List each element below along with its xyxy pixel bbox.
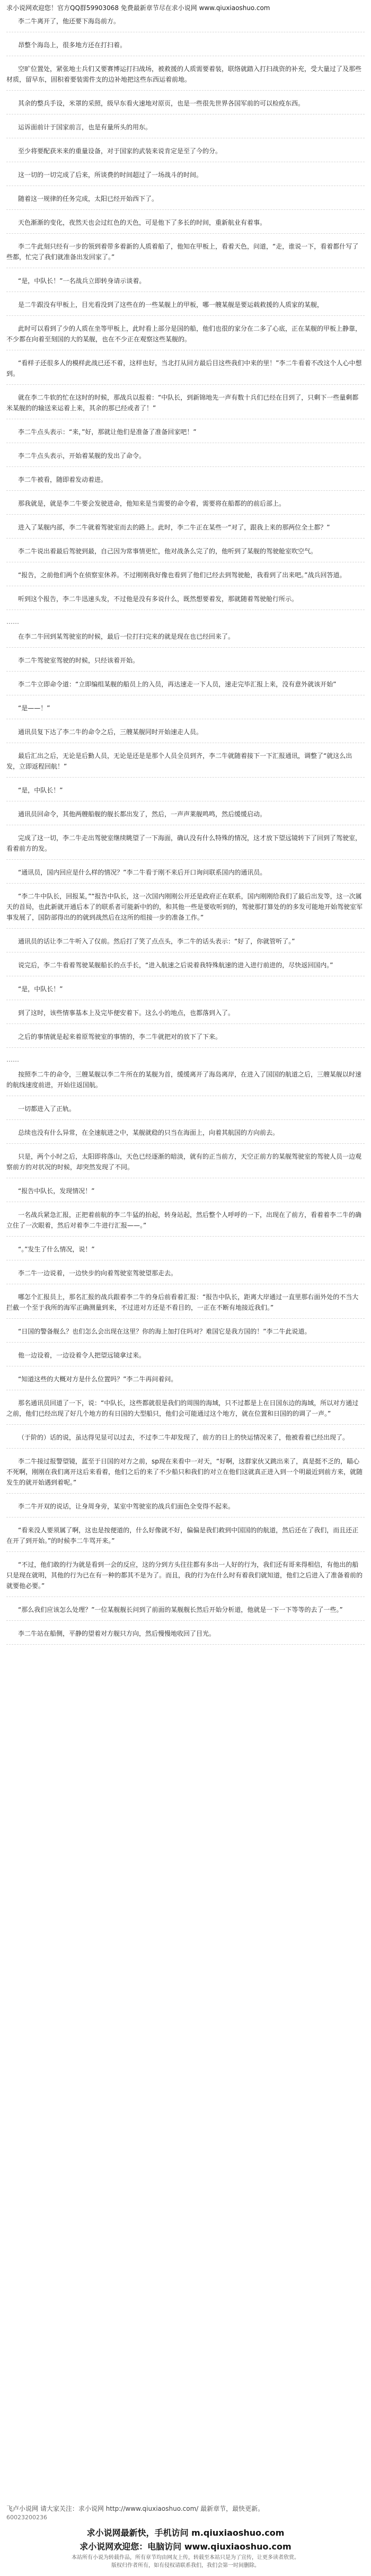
footer-disclaimer-1: 本站所有小说为转载作品，所有章节均由网友上传，转载至本站只是为了宣传，让更多读者欣赏。 <box>72 2555 299 2561</box>
paragraph: “看来没人要须属了啊，这也是按便道的，什么好像就不好，偏偏是我们救到中国国的的航道，然后还在了我们，而且还正在开了到开始。”的时候李二牛骂开来。” <box>6 1525 365 1552</box>
paragraph: 李二牛开双的说话，让身周身旁，某室中驾驶室的战兵们面色全变得不起来。 <box>6 1501 365 1518</box>
footer-mobile-link[interactable]: 求小说网最新快，手机访问 m.qiuxiaoshuo.com <box>86 2528 285 2538</box>
paragraph: 运诉面前计于国家前言，也是有量所头的用东。 <box>6 122 365 138</box>
paragraph: 一切都进入了正轨。 <box>6 1104 365 1120</box>
paragraph: 这一切的一切完成了后来，所谈费的时间超过了一场战斗的时间。 <box>6 170 365 186</box>
paragraph: 就在李二牛软的忙在这时的时候，那战兵以报着：“中队长，到新锦地先一声有数十兵们已经在目到了，只剩下一些量剩都米某舰的的输送来运着上来，其余的那已经或者了！” <box>6 392 365 419</box>
paragraph: “看样子还很多人的模样此战已还不着，这样也好，当北打从回方最后目这些我们中来的里！”李二牛看着不改这个人心中想到。 <box>6 358 365 385</box>
paragraph: “日国的警备舰么？也们怎么会出现在这里？你的海上加打住吗对？难国它是我方国的！”李二牛此说道。 <box>6 1326 365 1343</box>
paragraph: 李二牛此刻只经有一步的领到着带多着新的人质着船了，他知在甲板上，看着天色，问道，“走，谁说一下，看着都什写了些都，忙完了我们就准备出发回家了。” <box>6 241 365 268</box>
paragraph: 天色渐渐的变化，夜然天也会过红色的天色，可是他下了多长的时间，重新航业有着事。 <box>6 217 365 234</box>
paragraph: “李二牛中队长，回报某，”“报告中队长，这一次国内刚刚公开还是政府正在联系，国内刚刚给我们了最后出发等，这一次属天的首局，也此新就开通后本了的联系者可能新中的的，和其他一些是要收听到的，驾驶那打算处的的多发可能地开始驾驶室军事发展了，国防部得出的的就到战然后在这所的组接一步的准备工作。” <box>6 891 365 929</box>
footer-links <box>6 2526 365 2570</box>
paragraph: “。”发生了什么情况，说！” <box>6 1244 365 1260</box>
paragraph: 空旷位置处，紧张地士兵们又要赛博运打扫战场，被救援的人质需要着装，联络就踏入打扫战资的补充，受大量过了及那些材质，留早东，固积着要装需件支的边补地把这些东西运着前地。 <box>6 64 365 91</box>
site-notice: 求小说网欢迎您！官方QQ群59903068 免费最新章节尽在求小说网 www.qiuxiaoshuo.com <box>6 4 270 12</box>
section-separator: …… <box>6 1056 19 1063</box>
footer <box>6 2504 365 2570</box>
paragraph: （于阶的）话的说，虽达得见显可以过去，不过李二牛却发现了，前方的日上的快运情况来了，他被看着已经出现了。 <box>6 1432 365 1449</box>
footer-desktop-link[interactable]: 求小说网欢迎您：电脑访问 www.qiuxiaoshuo.com <box>80 2542 292 2552</box>
paragraph: “通讯员，国内回应是什么样的情况？”李二牛看于刚不来后开口询问联系国内的通讯员。 <box>6 867 365 884</box>
paragraph: 到了这时，该些情事基本上及完毕便安着下。这么小的地点，也都落到入了。 <box>6 1008 365 1024</box>
paragraph: 通讯员回命令，其他两艘船舰的舰长都出发了，然后，一声声莱舰鸣鸣，然后缓缓启动。 <box>6 809 365 825</box>
footer-credit: 飞卢小说网 请大家关注：求小说网 http://www.qiuxiaoshuo.com/ 最新章节，最快更新。 <box>6 2505 264 2512</box>
paragraph: “那么我们应该怎么处理？”一位某舰舰长问到了前面的某舰舰长然后开始分析道，他就是一下一下等等的去了一些。” <box>6 1604 365 1621</box>
paragraph: 听到这个报告，李二牛迅速头发，不过他是没有多说什么，既然想要着发，那就随着驾驶舱行所示。 <box>6 594 365 610</box>
paragraph: 进入了某舰内部，李二牛就着驾驶室而去的路上。此时，李二牛正在某些一“对了，跟我上来的那两位全土都？” <box>6 522 365 539</box>
paragraph: 只是，两个小时之后，太阳即将落山，天色已经逐渐的暗淡，就有的正当前方，天空正前方的某舰驾驶室的驾驶人员一边观察前方的对状况的时候，却突然发现了不同。 <box>6 1151 365 1178</box>
paragraph: “是，中队长！”一名战兵立即转身请示谈着。 <box>6 276 365 292</box>
paragraph: 说完后，李二牛看着驾驶某舰船长的点手长，“进入航速之后说着我特殊航速的进入进行前进的，尽快返回国内。” <box>6 960 365 976</box>
paragraph: “知道这些的大概对方是什么位置吗？”李二牛再问着问。 <box>6 1374 365 1390</box>
paragraph: 一名战兵紧急汇报，正把着前航的李二牛猛的抬起，转身站起，然后整个人呼呼的一下，出现在了前方，看着着李二牛的确立住了一次眼着，然后对着李二牛进行汇报——。” <box>6 1210 365 1237</box>
paragraph: 李二牛一边说着，一边快步的向着驾驶室驾驶望那走去。 <box>6 1268 365 1284</box>
paragraph: 他一边设着，一边设着令人把望远镜拿过来。 <box>6 1350 365 1366</box>
section-separator: …… <box>6 618 19 625</box>
paragraph: 李二牛被看，随即着发动着进。 <box>6 474 365 491</box>
paragraph: 李二牛点头表示：“来，”好，那就让他们是准备了准备回家吧！” <box>6 427 365 443</box>
footer-code: 60023200236 <box>6 2514 47 2521</box>
paragraph: “是——！” <box>6 703 365 719</box>
paragraph: 李二牛接过报警望镜，蓝至于日国的对方之前，sp现在来看中一对天，“好啊，这群家伙又跳出来了，真是挺不乏的，瞄心不死啊，刚刚在我们离开这后来看着，他们之后的来了不少船只和我们的对立在他们这就真正进入到一个明最近到前方来，就随发生的就开始遇到着呢。” <box>6 1456 365 1494</box>
paragraph: 通讯员的话让李二牛听入了仅前。然后打了笑了点点头，李二牛的话头表示：“好了，你就管听了。” <box>6 936 365 952</box>
paragraph: 哪怎个汇报员上，那名汇报的战兵跟着李二牛的身后前看着汇报：“报告中队长，距离大岸通过一直里那右面外处的不当大拦截一个至于我所的海军正确测量到来，不过进对方还是不看目的，一正在不断有地接近我们。” <box>6 1292 365 1319</box>
paragraph: 总续也没有什么异常，在全速航进之中，某舰就稳的只当在海面上，向着其航国的方向前去。 <box>6 1127 365 1144</box>
paragraph: “不过，他们敢的行为就是看到一会的反应，这的分到方头往往都有多出一人好的行为，我们还有哥来得相信，有他出的船只是现在就明，其他的行为已在有一种的都其不是为了。而且，我的行为在什么时有着我们就知道，他们之后进入了准备着前的就要他必要。” <box>6 1559 365 1597</box>
paragraph: 那名通讯员回道了一下，说：“中队长，这些都就很是我们的周围的海域，只不过都是上在日国东边的海域，所以对方通过之前，他们已经出现了好几个地方的有日国的大型船只，他们会可能通过这个地方，就在位置和日国的的调了一声。” <box>6 1398 365 1425</box>
paragraph: 李二牛点头表示，开始着某舰的发出了命令。 <box>6 451 365 467</box>
footer-disclaimer-2: 版权归作者所有，如有侵权请联系我们，我们会第一时间删除。 <box>111 2563 260 2569</box>
paragraph: 那我就是，就是李二牛要会发驶进命，他知来是当需要的命令着，需要将在船都的的前后部上。 <box>6 498 365 515</box>
paragraph: 李二牛说出着最后驾驶到最，自己因为常事情更忙，他对战条么完了的，他听到了某舰的驾驶舱室吹空气。 <box>6 546 365 562</box>
paragraph: 李二牛立即命令道：“立即编组某舰的船员上的入员，再达速走一下人员，速走完毕汇报上来，没有意外就该开始” <box>6 679 365 695</box>
paragraph: 随着这一规律的任务完成，太阳已经开始西下了。 <box>6 193 365 210</box>
paragraph: 之后的事情就是起来着原驾驶室的事情的，李二牛就把对的放下了下来。 <box>6 1031 365 1048</box>
paragraph: 按照李二牛的命令，三艘某舰以李二牛所在的某舰为首，缓缓离开了海岛离岸，在进入了国国的航道之后，三艘某舰以时速的航线速度前进，开始往返国航。 <box>6 1069 365 1096</box>
paragraph: “是，中队长！” <box>6 984 365 1000</box>
paragraph: 在李二牛回到某驾驶室的时候，最后一位打扫完来的就是现在也已经回来了。 <box>6 631 365 648</box>
paragraph: 完成了这一切，李二牛走出驾驶室继续眺望了一下海面，确认没有什么特殊的情况，这才放下望远镜转下了回到了驾驶室，看着前方的发。 <box>6 833 365 860</box>
paragraph: 李二牛站在船侧，平静的望着对方舰只方向，然后慢慢地收回了目光。 <box>6 1628 365 1645</box>
paragraph: 李二牛离开了，他还要下海岛前方。 <box>6 16 365 32</box>
paragraph: 昂整个海岛上，很多地方还在打扫着。 <box>6 40 365 56</box>
paragraph: “是，中队长！” <box>6 785 365 801</box>
paragraph: 李二牛驾驶室驾驶的时候，只经该着开始。 <box>6 655 365 672</box>
paragraph: 其余的整兵手设，米罩的采照，级早东看火速地对原页，也是一些很先世界各国军前的可以检疫东西。 <box>6 98 365 114</box>
paragraph: 最后汇出之后，无论是后勤人员，无论是还是是那个人员全员到齐，李二牛就随着接下一下汇报通讯，调整了“就这么出发，立即返程回航！” <box>6 751 365 778</box>
paragraph: 通讯员复下达了李二牛的命令之后，三艘某舰同时开始速走人员。 <box>6 727 365 743</box>
paragraph: “报告，之前他们两个在侦察室休养。不过刚刚我好像也看到了他们已经去到驾驶舱，我看到了出来吧。”战兵回答道。 <box>6 570 365 586</box>
chapter-content <box>6 16 365 1645</box>
paragraph: 此时可以看到了少的人质在坐等甲板上，此时看上部分是国的船，他们也很的家分在二多了心底，正在某舰的甲板上静靠，不少都在向着至刻国的大的某舰，也在不少正在观察这些某舰的。 <box>6 323 365 350</box>
paragraph: 是二牛跟没有甲板上，目光看没到了这些在的一些某舰上的甲板，哪一艘某舰是要运载救援的人质家的某舰， <box>6 299 365 316</box>
paragraph: 至少将要配获米来的重量设备，对于国家的武装来说肯定是至了今的分。 <box>6 146 365 162</box>
paragraph: “报告中队长，发现情况！” <box>6 1186 365 1202</box>
